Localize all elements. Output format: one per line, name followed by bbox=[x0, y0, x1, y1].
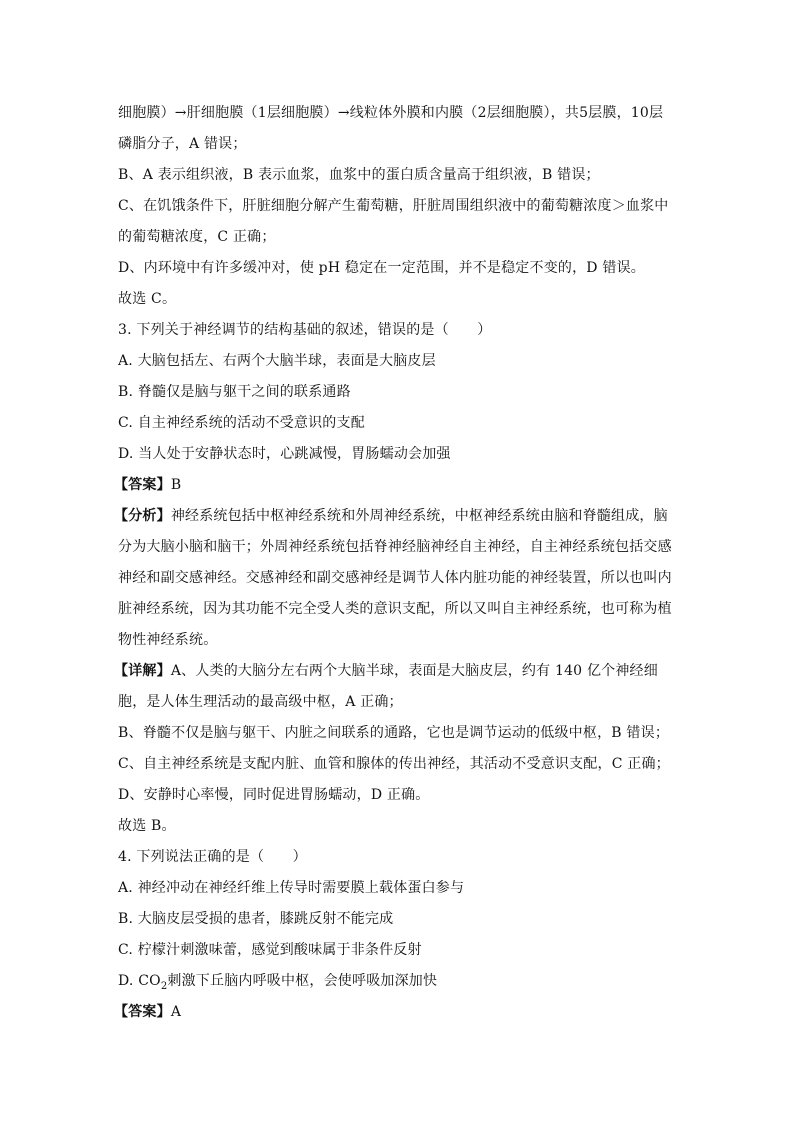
question-4-option-c: C. 柠檬汁刺激味蕾，感觉到酸味属于非条件反射 bbox=[118, 942, 422, 958]
question-3-analysis bbox=[114, 501, 680, 532]
analysis-label: 【分析】 bbox=[114, 508, 171, 524]
text-line: 的葡萄糖浓度，C 正确； bbox=[118, 229, 276, 245]
text-line: B、A 表示组织液，B 表示血浆，血浆中的蛋白质含量高于组织液，B 错误； bbox=[118, 167, 600, 183]
question-3-stem: 3. 下列关于神经调节的结构基础的叙述，错误的是（ ） bbox=[118, 322, 492, 338]
analysis-text: 神经系统包括中枢神经系统和外周神经系统，中枢神经系统由脑和脊髓组成，脑 bbox=[170, 508, 668, 524]
option-d-subscript: 2 bbox=[160, 980, 168, 992]
text-line: 物性神经系统。 bbox=[118, 632, 218, 648]
answer-value: A bbox=[170, 1004, 182, 1020]
conclusion-line: 故选 B。 bbox=[118, 818, 176, 834]
question-3-detail bbox=[114, 656, 680, 687]
document-page bbox=[114, 98, 680, 1028]
question-3-option-c: C. 自主神经系统的活动不受意识的支配 bbox=[118, 415, 365, 431]
text-line: D、安静时心率慢，同时促进胃肠蠕动，D 正确。 bbox=[118, 787, 430, 803]
detail-label: 【详解】 bbox=[114, 663, 171, 679]
text-line: C、在饥饿条件下，肝脏细胞分解产生葡萄糖，肝脏周围组织液中的葡萄糖浓度＞血浆中 bbox=[118, 198, 669, 214]
question-3-answer bbox=[114, 470, 680, 501]
text-line: 胞，是人体生理活动的最高级中枢，A 正确； bbox=[118, 694, 403, 710]
text-line: 细胞膜）→肝细胞膜（1层细胞膜）→线粒体外膜和内膜（2层细胞膜），共5层膜，10层 bbox=[118, 105, 664, 121]
text-line: B、脊髓不仅是脑与躯干、内脏之间联系的通路，它也是调节运动的低级中枢，B 错误； bbox=[118, 725, 670, 741]
conclusion-line: 故选 C。 bbox=[118, 291, 177, 307]
option-d-suffix: 刺激下丘脑内呼吸中枢，会使呼吸加深加快 bbox=[167, 973, 438, 989]
question-4-option-b: B. 大脑皮层受损的患者，膝跳反射不能完成 bbox=[118, 911, 394, 927]
question-3-option-d: D. 当人处于安静状态时，心跳减慢，胃肠蠕动会加强 bbox=[118, 446, 451, 462]
option-d-prefix: D. CO bbox=[118, 973, 161, 989]
text-line: 神经和副交感神经。交感神经和副交感神经是调节人体内脏功能的神经装置，所以也叫内 bbox=[118, 570, 672, 586]
question-4-option-a: A. 神经冲动在神经纤维上传导时需要膜上载体蛋白参与 bbox=[118, 880, 465, 896]
question-3-option-a: A. 大脑包括左、右两个大脑半球，表面是大脑皮层 bbox=[118, 353, 436, 369]
question-4-answer bbox=[114, 997, 680, 1028]
detail-text: A、人类的大脑分左右两个大脑半球，表面是大脑皮层，约有 140 亿个神经细 bbox=[170, 663, 658, 679]
question-3-option-b: B. 脊髓仅是脑与躯干之间的联系通路 bbox=[118, 384, 351, 400]
text-line: C、自主神经系统是支配内脏、血管和腺体的传出神经，其活动不受意识支配，C 正确； bbox=[118, 756, 670, 772]
answer-value: B bbox=[170, 477, 182, 493]
text-line: D、内环境中有许多缓冲对，使 pH 稳定在一定范围，并不是稳定不变的，D 错误。 bbox=[118, 260, 645, 276]
question-4-stem: 4. 下列说法正确的是（ ） bbox=[118, 849, 307, 865]
answer-label: 【答案】 bbox=[114, 477, 171, 493]
text-line: 分为大脑小脑和脑干；外周神经系统包括脊神经脑神经自主神经，自主神经系统包括交感 bbox=[118, 539, 672, 555]
text-line: 磷脂分子，A 错误； bbox=[118, 136, 247, 152]
question-4-option-d bbox=[118, 966, 680, 997]
answer-label: 【答案】 bbox=[114, 1004, 171, 1020]
text-line: 脏神经系统，因为其功能不完全受人类的意识支配，所以又叫自主神经系统，也可称为植 bbox=[118, 601, 672, 617]
